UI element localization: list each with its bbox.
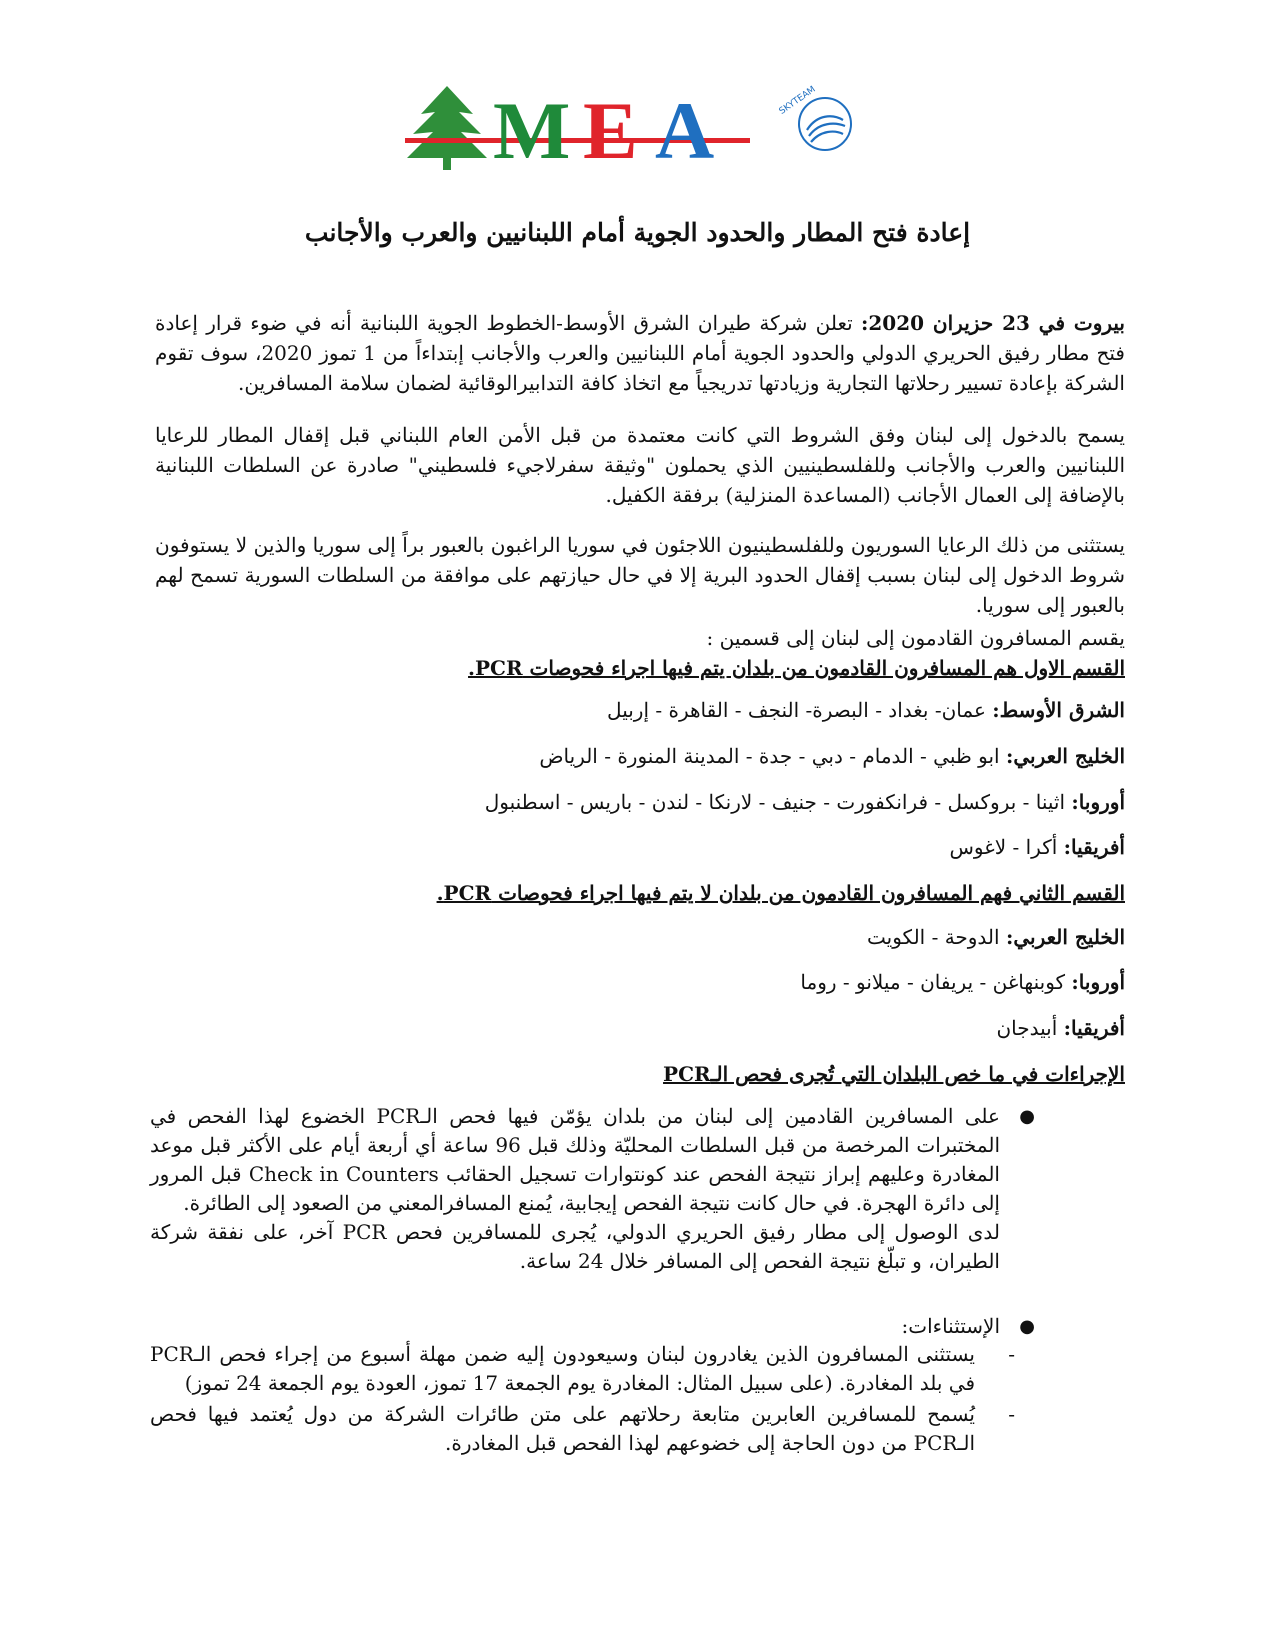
- dateline: بيروت في 23 حزيران 2020:: [861, 311, 1126, 335]
- split-intro: يقسم المسافرون القادمون إلى لبنان إلى قسمين :: [706, 626, 1125, 650]
- intro-body: تعلن شركة طيران الشرق الأوسط-الخطوط الجوية اللبنانية أنه في ضوء قرار إعادة فتح مطار رفيق الحريري الدولي والحدود الجوية أمام اللبنانيين والعرب والأجانب إبتداءاً من 1 تموز 2020، سوف تقوم الشركة بإعادة تسيير رحلاتها التجارية وزيادتها تدريجياً مع اتخاذ كافة التدابيرالوقائية لضمان سلامة المسافرين.: [155, 311, 1125, 395]
- logo-letter-m: M: [493, 85, 571, 176]
- bullet-icon: ●: [1019, 1106, 1035, 1127]
- region-europe: أوروبا: اثينا - بروكسل - فرانكفورت - جنيف - لارنكا - لندن - باريس - اسطنبول: [484, 790, 1125, 814]
- intro-paragraph: [155, 308, 1125, 398]
- exceptions-label: الإستثناءات:: [901, 1314, 1000, 1338]
- exclusions-paragraph: يستثنى من ذلك الرعايا السوريون وللفلسطينيون اللاجئون في سوريا الراغبون بالعبور براً إلى سوريا والذين لا يستوفون شروط الدخول إلى لبنان بسبب إقفال الحدود البرية إلا في حال حيازتهم على موافقة من السلطات السورية تسمح لهم بالعبور إلى سوريا.: [155, 533, 1125, 617]
- region-middle-east: الشرق الأوسط: عمان- بغداد - البصرة- النجف - القاهرة - إربيل: [607, 698, 1125, 722]
- document-title: إعادة فتح المطار والحدود الجوية أمام اللبنانيين والعرب والأجانب: [304, 218, 971, 247]
- logo-letter-e: E: [583, 85, 638, 176]
- exception-1: يستثنى المسافرون الذين يغادرون لبنان وسيعودون إليه ضمن مهلة أسبوع من إجراء فحص الـPCR في بلد المغادرة. (على سبيل المثال: المغادرة يوم الجمعة 17 تموز، العودة يوم الجمعة 24 تموز): [150, 1342, 975, 1395]
- region-gulf-2: الخليج العربي: الدوحة - الكويت: [866, 925, 1125, 949]
- region-europe-2: أوروبا: كوبنهاغن - يريفان - ميلانو - روما: [800, 970, 1125, 994]
- region-africa-2: أفريقيا: أبيدجان: [996, 1016, 1125, 1040]
- exception-2: يُسمح للمسافرين العابرين متابعة رحلاتهم على متن طائرات الشركة من دول يُعتمد فيها فحص الـPCR من دون الحاجة إلى خضوعهم لهذا الفحص قبل المغادرة.: [150, 1402, 975, 1455]
- section1-heading: القسم الاول هم المسافرون القادمون من بلدان يتم فيها اجراء فحوصات PCR.: [468, 656, 1125, 680]
- cedar-tree-icon: [407, 86, 487, 170]
- entry-conditions-paragraph: يسمح بالدخول إلى لبنان وفق الشروط التي كانت معتمدة من قبل الأمن العام اللبناني قبل إقفال المطار للرعايا اللبنانيين والعرب والأجانب وللفلسطينيين الذي يحملون "وثيقة سفرلاجيء فلسطيني" صادرة عن السلطات اللبنانية بالإضافة إلى العمال الأجانب (المساعدة المنزلية) برفقة الكفيل.: [155, 423, 1125, 507]
- dash-icon: -: [1008, 1402, 1015, 1426]
- skyteam-logo-icon: [778, 85, 851, 150]
- region-gulf: الخليج العربي: ابو ظبي - الدمام - دبي - جدة - المدينة المنورة - الرياض: [539, 744, 1125, 768]
- procedures-bullet-1: على المسافرين القادمين إلى لبنان من بلدان يؤمّن فيها فحص الـPCR الخضوع لهذا الفحص في المختبرات المرخصة من قبل السلطات المحليّة وذلك قبل 96 ساعة أي أربعة أيام على الأكثر قبل موعد المغادرة وعليهم إبراز نتيجة الفحص عند كونتوارات تسجيل الحقائب Check in Counters قبل المرور إلى دائرة الهجرة. في حال كانت نتيجة الفحص إيجابية، يُمنع المسافرالمعني من الصعود إلى الطائرة. لدى الوصول إلى مطار رفيق الحريري الدولي، يُجرى للمسافرين فحص PCR آخر، على نفقة شركة الطيران، و تبلّغ نتيجة الفحص إلى المسافر خلال 24 ساعة.: [150, 1104, 1001, 1273]
- svg-text:SKYTEAM: SKYTEAM: [777, 84, 818, 117]
- mea-logo: [405, 80, 875, 180]
- bullet-icon: ●: [1019, 1316, 1035, 1337]
- section2-heading: القسم الثاني فهم المسافرون القادمون من بلدان لا يتم فيها اجراء فحوصات PCR.: [436, 881, 1125, 905]
- logo-letter-a: A: [655, 85, 715, 176]
- dash-icon: -: [1008, 1342, 1015, 1366]
- procedures-heading: الإجراءات في ما خص البلدان التي تُجرى فحص الـPCR: [663, 1062, 1125, 1086]
- region-africa: أفريقيا: أكرا - لاغوس: [949, 835, 1125, 859]
